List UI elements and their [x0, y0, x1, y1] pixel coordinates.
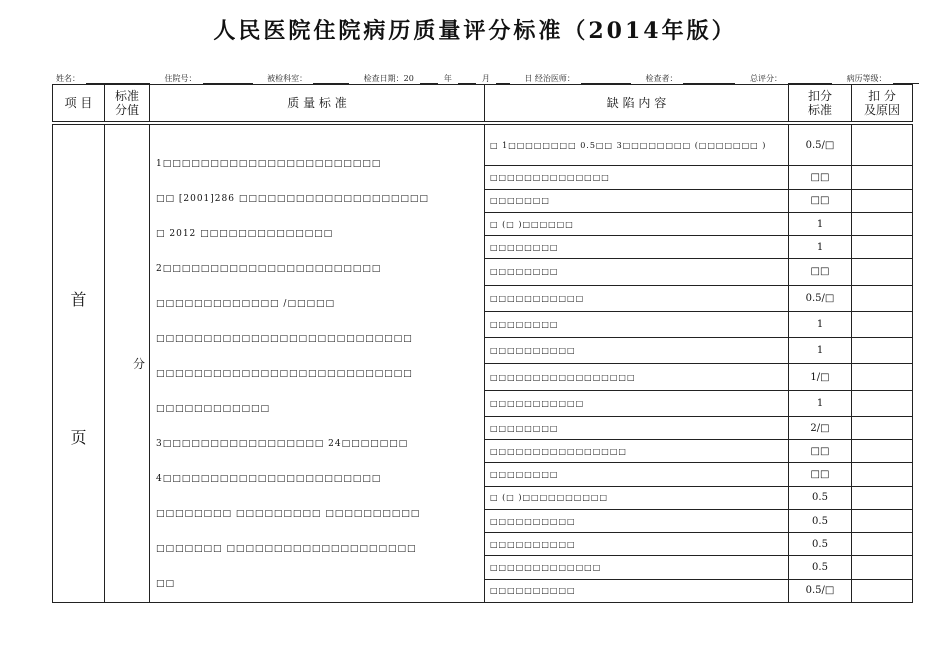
defect-text: □□□□□□□□□□□□□□	[485, 166, 789, 189]
deduction-points: □□	[789, 259, 852, 285]
deduction-points: 1	[789, 390, 852, 416]
field-total-score[interactable]: 总评分：	[750, 74, 838, 83]
standard-score: 分	[132, 357, 145, 371]
defect-text: □□□□□□□□□□	[485, 579, 789, 602]
deduction-reason-input[interactable]	[852, 440, 913, 463]
deduction-points: □□	[789, 440, 852, 463]
deduction-points: □□	[789, 463, 852, 486]
header-quality-standard: 质 量 标 准	[150, 85, 485, 122]
deduction-points: 0.5/□	[789, 285, 852, 311]
quality-line: □ 2012 □□□□□□□□□□□□□□	[156, 229, 334, 239]
deduction-reason-input[interactable]	[852, 189, 913, 212]
defect-text: □□□□□□□□□□□	[485, 285, 789, 311]
deduction-points: 0.5/□	[789, 579, 852, 602]
deduction-points: 0.5	[789, 486, 852, 509]
defect-text: □□□□□□□□□□	[485, 509, 789, 532]
deduction-reason-input[interactable]	[852, 486, 913, 509]
quality-line: □□	[156, 579, 176, 589]
field-admission-no[interactable]: 住院号：	[165, 74, 259, 83]
deduction-reason-input[interactable]	[852, 416, 913, 439]
header-item: 项 目	[53, 85, 105, 122]
deduction-reason-input[interactable]	[852, 236, 913, 259]
deduction-points: 0.5	[789, 533, 852, 556]
defect-text: □□□□□□□□□□□□□	[485, 556, 789, 579]
deduction-reason-input[interactable]	[852, 364, 913, 390]
field-physician[interactable]: 日 经治医师：	[524, 74, 637, 83]
item-char-2: 页	[70, 428, 87, 447]
form-header-fields	[56, 74, 912, 84]
quality-line: 2□□□□□□□□□□□□□□□□□□□□□□□	[156, 264, 382, 274]
defect-text: □□□□□□□□	[485, 311, 789, 337]
quality-line: □□□□□□□□□□□□□□□□□□□□□□□□□□□	[156, 334, 413, 344]
quality-line: □□□□□□□□□□□□	[156, 404, 271, 414]
deduction-reason-input[interactable]	[852, 509, 913, 532]
deduction-points: □□	[789, 166, 852, 189]
field-department[interactable]: 被检科室：	[267, 74, 355, 83]
deduction-reason-input[interactable]	[852, 212, 913, 235]
deduction-points: 1	[789, 311, 852, 337]
deduction-reason-input[interactable]	[852, 285, 913, 311]
deduction-points: 1	[789, 338, 852, 364]
defect-text: □ 1□□□□□□□□ 0.5□□ 3□□□□□□□□ (□□□□□□□ )	[485, 125, 789, 166]
field-record-grade[interactable]: 病历等级：	[847, 74, 925, 83]
scoring-table	[52, 84, 913, 603]
defect-row	[53, 125, 913, 166]
deduction-points: 0.5/□	[789, 125, 852, 166]
item-char-1: 首	[70, 290, 87, 309]
field-name[interactable]: 姓名：	[56, 74, 156, 83]
deduction-points: 1	[789, 212, 852, 235]
standard-score-cell	[105, 125, 150, 603]
defect-text: □□□□□□□□	[485, 236, 789, 259]
field-inspector[interactable]: 检查者：	[645, 74, 741, 83]
quality-line: 1□□□□□□□□□□□□□□□□□□□□□□□	[156, 159, 382, 169]
defect-text: □ (□ )□□□□□□□□□□	[485, 486, 789, 509]
deduction-points: 1/□	[789, 364, 852, 390]
header-deduction-standard: 扣分 标准	[789, 85, 852, 122]
deduction-points: 0.5	[789, 509, 852, 532]
defect-text: □□□□□□□□□□□□□□□□	[485, 440, 789, 463]
deduction-reason-input[interactable]	[852, 311, 913, 337]
header-defect-content: 缺 陷 内 容	[485, 85, 789, 122]
quality-line: □□□□□□□□□□□□□□□□□□□□□□□□□□□	[156, 369, 413, 379]
quality-line: □□□□□□□ □□□□□□□□□□□□□□□□□□□□	[156, 544, 417, 554]
defect-text: □□□□□□□□□□	[485, 533, 789, 556]
deduction-reason-input[interactable]	[852, 259, 913, 285]
quality-line: □□□□□□□□□□□□□ /□□□□□	[156, 299, 335, 309]
defect-text: □□□□□□□□	[485, 416, 789, 439]
quality-line: 4□□□□□□□□□□□□□□□□□□□□□□□	[156, 474, 382, 484]
deduction-reason-input[interactable]	[852, 556, 913, 579]
defect-text: □□□□□□□	[485, 189, 789, 212]
quality-line: □□ [2001]286 □□□□□□□□□□□□□□□□□□□□	[156, 194, 429, 204]
defect-text: □□□□□□□□□□□	[485, 390, 789, 416]
field-check-date[interactable]: 检查日期：20 年 月	[364, 74, 516, 83]
quality-line: 3□□□□□□□□□□□□□□□□□ 24□□□□□□□	[156, 439, 409, 449]
table-header-row	[53, 85, 913, 122]
page-title: 人民医院住院病历质量评分标准（2014年版）	[213, 18, 737, 44]
quality-line	[150, 125, 484, 147]
quality-line: □□□□□□□□ □□□□□□□□□ □□□□□□□□□□	[156, 509, 421, 519]
deduction-points: □□	[789, 189, 852, 212]
deduction-reason-input[interactable]	[852, 533, 913, 556]
defect-text: □□□□□□□□	[485, 463, 789, 486]
defect-text: □□□□□□□□	[485, 259, 789, 285]
quality-standard-cell	[150, 125, 485, 603]
header-standard-score: 标准 分值	[105, 85, 150, 122]
deduction-reason-input[interactable]	[852, 390, 913, 416]
defect-text: □□□□□□□□□□□□□□□□□	[485, 364, 789, 390]
deduction-points: 1	[789, 236, 852, 259]
deduction-reason-input[interactable]	[852, 463, 913, 486]
header-deduction-reason: 扣 分 及原因	[852, 85, 913, 122]
deduction-points: 2/□	[789, 416, 852, 439]
item-cell-front-page	[53, 125, 105, 603]
deduction-reason-input[interactable]	[852, 166, 913, 189]
deduction-reason-input[interactable]	[852, 579, 913, 602]
deduction-reason-input[interactable]	[852, 338, 913, 364]
defect-text: □□□□□□□□□□	[485, 338, 789, 364]
deduction-reason-input[interactable]	[852, 125, 913, 166]
defect-text: □ (□ )□□□□□□	[485, 212, 789, 235]
deduction-points: 0.5	[789, 556, 852, 579]
